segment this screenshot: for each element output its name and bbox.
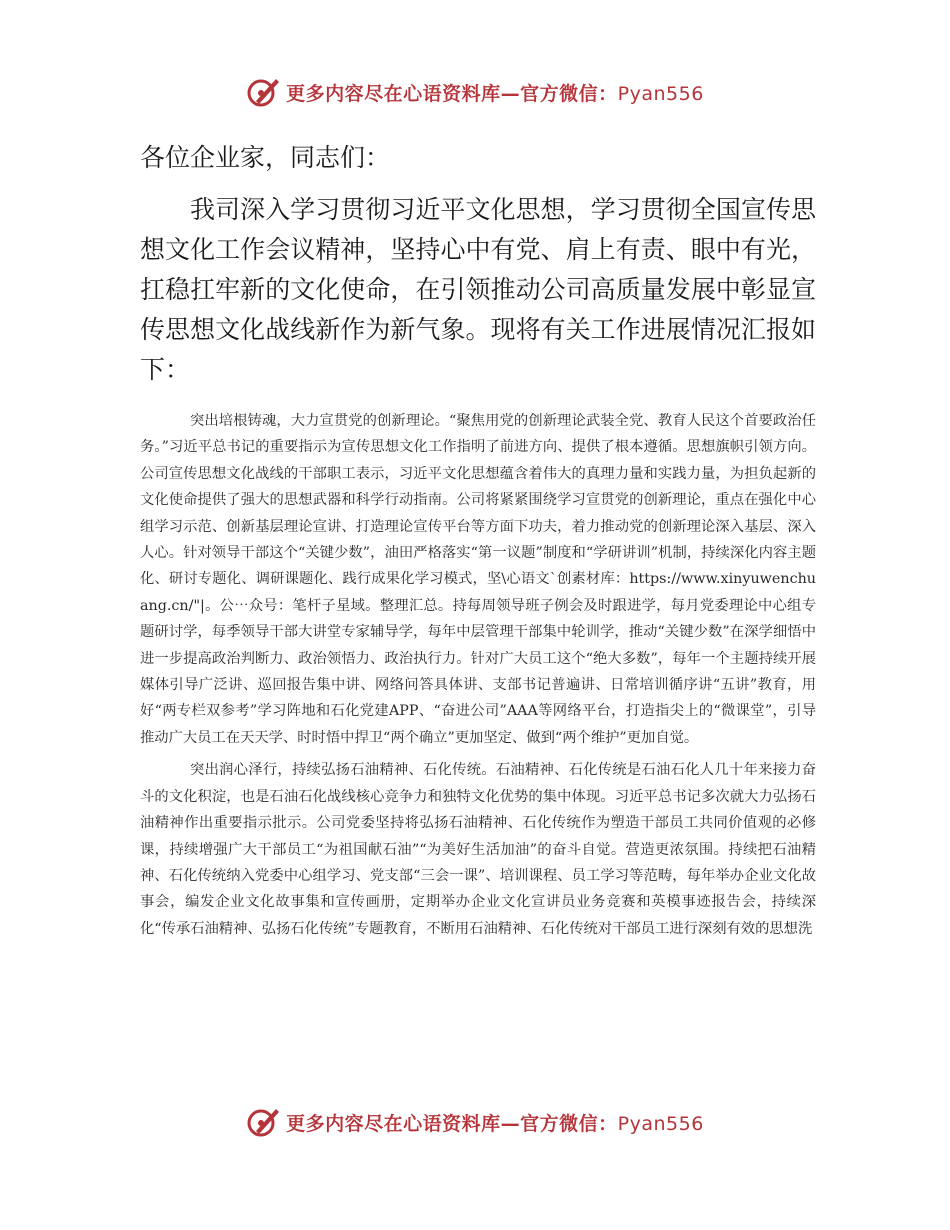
paragraph-spirit: 突出润心泽行，持续弘扬石油精神、石化传统。石油精神、石化传统是石油石化人几十年来接力奋斗的文化积淀，也是石油石化战线核心竞争力和独特文化优势的集中体现。习近平总书记多次就大力弘扬石油精神作出重要指示批示。公司党委坚持将弘扬石油精神、石化传统作为塑造干部员工共同价值观的必修课，持续增强广大干部员工“为祖国献石油”“为美好生活加油”的奋斗自觉。营造更浓氛围。持续把石油精神、石化传统纳入党委中心组学习、党支部“三会一课”、培训课程、员工学习等范畴，每年举办企业文化故事会，编发企业文化故事集和宣传画册，定期举办企业文化宣讲员业务竞赛和英模事迹报告会，持续深化“传承石油精神、弘扬石化传统”专题教育，不断用石油精神、石化传统对干部员工进行深刻有效的思想洗 xyxy=(140,762,816,937)
paragraph-theory: 突出培根铸魂，大力宣贯党的创新理论。“聚焦用党的创新理论武装全党、教育人民这个首要政治任务。”习近平总书记的重要指示为宣传思想文化工作指明了前进方向、提供了根本遵循。思想旗帜引领方向。公司宣传思想文化战线的干部职工表示，习近平文化思想蕴含着伟大的真理力量和实践力量，为担负起新的文化使命提供了强大的思想武器和科学行动指南。公司将紧紧围绕学习宣贯党的创新理论，重点在强化中心组学习示范、创新基层理论宣讲、打造理论宣传平台等方面下功夫，着力推动党的创新理论深入基层、深入人心。针对领导干部这个“关键少数”，油田严格落实“第一议题”制度和“学研讲训”机制，持续深化内容主题化、研讨专题化、调研课题化、践行成果化学习模式，坚\心语文`创素材库：https://www.xinyuwenchuang.cn/"|。公⋯众号：笔杆子星域。整理汇总。持每周领导班子例会及时跟进学，每月党委理论中心组专题研讨学，每季领导干部大讲堂专家辅导学，每年中层管理干部集中轮训学，推动“关键少数”在深学细悟中进一步提高政治判断力、政治领悟力、政治执行力。针对广大员工这个“绝大多数”，每年一个主题持续开展媒体引导广泛讲、巡回报告集中讲、网络问答具体讲、支部书记普遍讲、日常培训循序讲“五讲”教育，用好“两专栏双参考”学习阵地和石化党建APP、“奋进公司”AAA等网络平台，打造指尖上的“微课堂”，引导推动广大员工在天天学、时时悟中捍卫“两个确立”更加坚定、做到“两个维护”更加自觉。 xyxy=(140,413,816,746)
document-body xyxy=(140,138,816,948)
banner-text: 更多内容尽在心语资料库—官方微信：Pyan556 xyxy=(286,82,704,105)
footer-banner xyxy=(0,1102,950,1142)
lead-paragraph: 我司深入学习贯彻习近平文化思想，学习贯彻全国宣传思想文化工作会议精神，坚持心中有党、肩上有责、眼中有光，扛稳扛牢新的文化使命，在引领推动公司高质量发展中彰显宣传思想文化战线新作为新气象。现将有关工作进展情况汇报如下： xyxy=(140,195,816,384)
banner-text: 更多内容尽在心语资料库—官方微信：Pyan556 xyxy=(286,1112,704,1135)
header-banner xyxy=(0,72,950,112)
pen-logo-icon xyxy=(246,75,282,109)
greeting: 各位企业家，同志们： xyxy=(140,143,391,172)
pen-logo-icon xyxy=(246,1105,282,1139)
